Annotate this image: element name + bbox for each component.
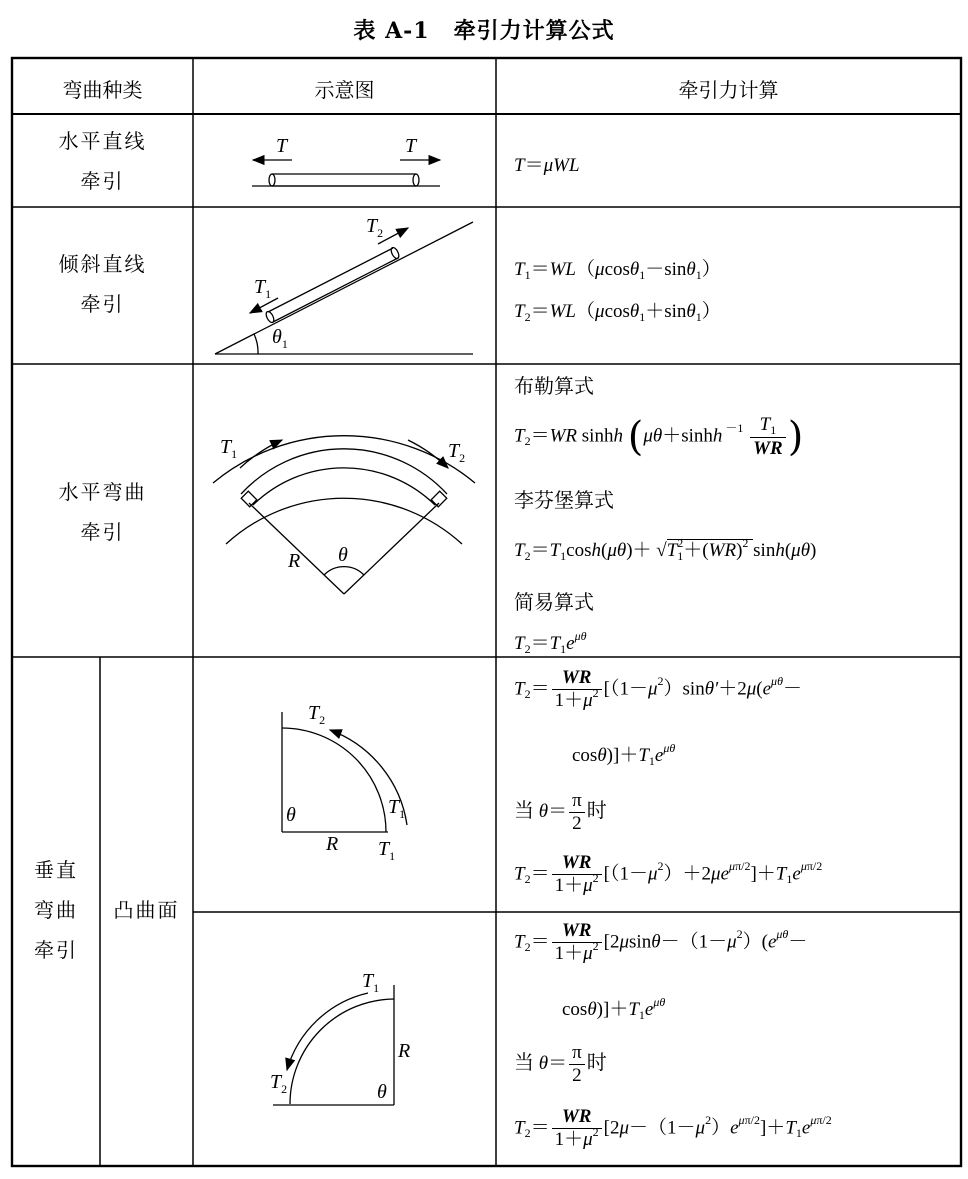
diagram-label-T-right: T [405,135,417,157]
diagram-label-T1-convex1a: $T_1$ [388,796,406,821]
header-diagram: 示意图 [314,78,375,102]
formula-convex1-b: $\cos\theta)]+T_1e^{\mu\theta}$ [572,741,676,768]
diagram-label-T1-bend: $T_1$ [220,436,238,461]
header-type: 弯曲种类 [62,78,143,102]
formula-bule: $T_2=WR$ sinhh (μθ＋sinhh $^{-1}$ $\frac{T_1}{WR}$ ) [514,414,804,460]
row2-label: 倾斜直线 牵引 [58,252,147,316]
diagram-label-T1-convex2: $T_1$ [362,970,380,995]
diagram-label-T2-bend: $T_2$ [448,440,466,465]
method-bule: 布勒算式 [514,374,594,398]
formula-convex1-c: $T_2=$ $\frac{WR}{1+\mu^2}$ $[(1-\mu^2)+2\mu e^{\mu\pi/2}]+T_1e^{\mu\pi/2}$ [514,852,823,896]
formula-row1: T＝μWL [514,155,580,176]
diagram-label-theta-convex2: θ [377,1081,387,1103]
formula-convex1-a: $T_2=$ $\frac{WR}{1+\mu^2}$ [$(1-\mu^2)\sin\theta'+2\mu(e^{\mu\theta}-$ [514,667,802,711]
formula-convex2-a: $T_2=$ $\frac{WR}{1+\mu^2}$ [$2\mu\sin\theta-(1-\mu^2)(e^{\mu\theta}-$ [514,920,808,964]
row3-label: 水平弯曲 牵引 [58,480,147,544]
table-code: 表 A-1 [353,18,430,44]
formula-convex2-cond: 当 θ＝ $\frac{\pi}{2}$ 时 [514,1042,607,1086]
diagram-label-T2-convex2: $T_2$ [270,1071,288,1096]
diagram-label-R-convex1: R [326,833,339,855]
diagram-label-T1: $T_1$ [254,276,272,301]
row1-label: 水平直线 牵引 [58,129,147,193]
diagram-label-R-convex2: R [398,1040,411,1062]
formula-convex2-b: $\cos\theta)]+T_1e^{\mu\theta}$ [562,995,666,1022]
row4-label: 垂直 弯曲 牵引 [34,858,78,962]
formula-convex2-c: $T_2=$ $\frac{WR}{1+\mu^2}$ $[2\mu-(1-\mu^2)e^{\mu\pi/2}]+T_1e^{\mu\pi/2}$ [514,1106,832,1150]
method-lifenbao: 李芬堡算式 [514,488,614,512]
formula-row2-1: $T_1=WL(\mu\cos\theta_1-\sin\theta_1)$ [514,259,721,282]
table-title-text: 牵引力计算公式 [453,19,615,44]
vertical-convex-diagram-2 [273,985,394,1105]
horizontal-bend-diagram [213,436,475,594]
diagram-label-T-left: T [276,135,288,157]
diagram-label-R-bend: R [288,550,301,572]
method-simple: 简易算式 [514,590,594,614]
header-calc: 牵引力计算 [678,78,779,102]
formula-convex1-cond: 当 θ＝ $\frac{\pi}{2}$ 时 [514,790,607,834]
formula-lifenbao: $T_2=T_1\cosh(\mu\theta)+ √T^2_1+(WR)^2$ sinh(μθ) [514,536,817,563]
horizontal-straight-diagram [252,160,440,186]
diagram-label-theta-bend: θ [338,544,348,566]
formula-row2-2: $T_2=WL(\mu\cos\theta_1+\sin\theta_1)$ [514,301,721,324]
diagram-label-T2: $T_2$ [366,215,384,240]
row4-sublabel: 凸曲面 [113,898,180,922]
diagram-label-theta1: $\theta_1$ [272,326,288,351]
formula-simple: $T_2=T_1e^{\mu\theta}$ [514,629,587,656]
diagram-label-T2-convex1: $T_2$ [308,702,326,727]
diagram-label-theta-convex1: θ [286,804,296,826]
diagram-label-T1-convex1b: $T_1$ [378,838,396,863]
